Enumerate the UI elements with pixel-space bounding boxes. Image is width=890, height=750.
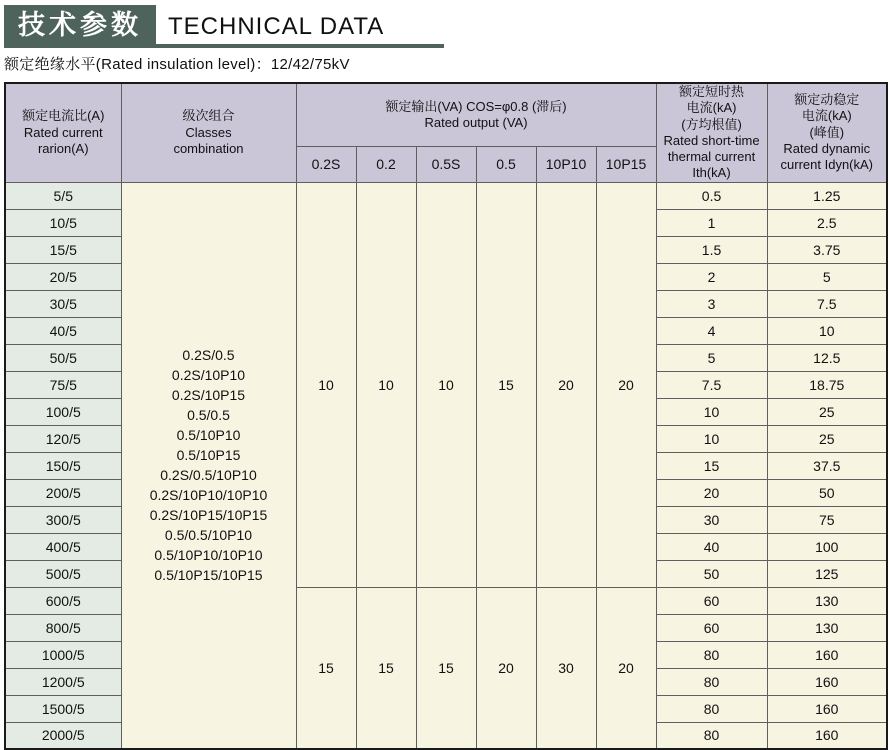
- idyn-cell: 3.75: [767, 236, 887, 263]
- classes-combination-line: 0.5/10P15: [176, 447, 241, 464]
- header-idyn: [767, 83, 887, 182]
- ith-cell: 80: [656, 641, 767, 668]
- classes-cell: [121, 182, 296, 749]
- header-line: 额定动稳定: [794, 92, 860, 108]
- idyn-cell: 18.75: [767, 371, 887, 398]
- classes-combination-line: 0.2S/0.5/10P10: [160, 467, 257, 484]
- ratio-cell: 800/5: [5, 614, 121, 641]
- ith-cell: 80: [656, 668, 767, 695]
- idyn-cell: 160: [767, 722, 887, 749]
- idyn-cell: 125: [767, 560, 887, 587]
- output-cell: 10: [356, 182, 416, 587]
- idyn-cell: 5: [767, 263, 887, 290]
- ratio-cell: 20/5: [5, 263, 121, 290]
- ratio-cell: 200/5: [5, 479, 121, 506]
- classes-combination-line: 0.5/10P10: [176, 427, 241, 444]
- idyn-cell: 160: [767, 668, 887, 695]
- ith-cell: 20: [656, 479, 767, 506]
- header-line: 级次组合: [182, 108, 235, 124]
- output-cell: 15: [476, 182, 536, 587]
- ratio-cell: 120/5: [5, 425, 121, 452]
- idyn-cell: 25: [767, 425, 887, 452]
- idyn-cell: 160: [767, 641, 887, 668]
- ith-cell: 15: [656, 452, 767, 479]
- ratio-cell: 400/5: [5, 533, 121, 560]
- table-row: [5, 182, 887, 209]
- idyn-cell: 7.5: [767, 290, 887, 317]
- ith-cell: 80: [656, 695, 767, 722]
- header-row-main: [5, 83, 887, 147]
- header-output-group: [296, 83, 656, 147]
- idyn-cell: 160: [767, 695, 887, 722]
- classes-combination-line: 0.2S/0.5: [182, 347, 235, 364]
- ith-cell: 50: [656, 560, 767, 587]
- ratio-cell: 500/5: [5, 560, 121, 587]
- header-output-col: 0.5: [476, 147, 536, 182]
- idyn-cell: 37.5: [767, 452, 887, 479]
- output-cell: 10: [296, 182, 356, 587]
- idyn-cell: 2.5: [767, 209, 887, 236]
- output-cell: 15: [356, 587, 416, 749]
- header-classes: [121, 83, 296, 182]
- header-line: Rated output (VA): [424, 115, 528, 131]
- header-line: Classes: [185, 124, 232, 140]
- ith-cell: 10: [656, 425, 767, 452]
- ratio-cell: 75/5: [5, 371, 121, 398]
- header-output-col: 0.5S: [416, 147, 476, 182]
- page-title-box: [4, 5, 156, 44]
- output-cell: 30: [536, 587, 596, 749]
- ratio-cell: 40/5: [5, 317, 121, 344]
- output-cell: 15: [296, 587, 356, 749]
- header-line: current Idyn(kA): [780, 157, 874, 173]
- header-ratio: [5, 83, 121, 182]
- page-header: [4, 5, 444, 48]
- header-line: Rated current: [23, 124, 103, 140]
- ratio-cell: 10/5: [5, 209, 121, 236]
- ratio-cell: 50/5: [5, 344, 121, 371]
- ith-cell: 2: [656, 263, 767, 290]
- classes-combination-line: 0.5/0.5/10P10: [164, 527, 253, 544]
- header-line: (峰值): [809, 124, 845, 140]
- header-output-col: 10P15: [596, 147, 656, 182]
- classes-combination-line: 0.2S/10P10: [171, 367, 246, 384]
- ratio-cell: 100/5: [5, 398, 121, 425]
- classes-combination-line: 0.2S/10P15: [171, 387, 246, 404]
- classes-combination-line: 0.2S/10P15/10P15: [149, 507, 268, 524]
- ith-cell: 60: [656, 587, 767, 614]
- output-cell: 20: [476, 587, 536, 749]
- ith-cell: 1: [656, 209, 767, 236]
- header-line: combination: [173, 140, 244, 156]
- header-line: 电流(kA): [801, 108, 852, 124]
- idyn-cell: 75: [767, 506, 887, 533]
- header-line: thermal current: [667, 149, 756, 164]
- ith-cell: 40: [656, 533, 767, 560]
- output-cell: 10: [416, 182, 476, 587]
- ratio-cell: 600/5: [5, 587, 121, 614]
- header-output-col: 10P10: [536, 147, 596, 182]
- idyn-cell: 130: [767, 614, 887, 641]
- classes-combination-line: 0.5/10P15/10P15: [154, 567, 263, 584]
- ith-cell: 0.5: [656, 182, 767, 209]
- ith-cell: 5: [656, 344, 767, 371]
- idyn-cell: 50: [767, 479, 887, 506]
- header-line: 额定输出(VA) COS=φ0.8 (滞后): [385, 98, 567, 114]
- header-ith: [656, 83, 767, 182]
- idyn-cell: 25: [767, 398, 887, 425]
- ratio-cell: 300/5: [5, 506, 121, 533]
- output-cell: 20: [596, 182, 656, 587]
- idyn-cell: 12.5: [767, 344, 887, 371]
- idyn-cell: 10: [767, 317, 887, 344]
- rated-insulation-level-line: 额定绝缘水平(Rated insulation level)：12/42/75kV: [4, 56, 350, 73]
- ith-cell: 10: [656, 398, 767, 425]
- header-line: 额定短时热: [679, 84, 745, 99]
- ith-cell: 7.5: [656, 371, 767, 398]
- ratio-cell: 1200/5: [5, 668, 121, 695]
- ith-cell: 4: [656, 317, 767, 344]
- header-line: Rated short-time: [663, 132, 760, 148]
- ratio-cell: 1500/5: [5, 695, 121, 722]
- ith-cell: 60: [656, 614, 767, 641]
- ratio-cell: 2000/5: [5, 722, 121, 749]
- header-line: Rated dynamic: [783, 140, 871, 156]
- ratio-cell: 5/5: [5, 182, 121, 209]
- classes-combination-line: 0.5/10P10/10P10: [154, 547, 263, 564]
- ith-cell: 80: [656, 722, 767, 749]
- ratio-cell: 150/5: [5, 452, 121, 479]
- classes-combination-line: 0.2S/10P10/10P10: [149, 487, 268, 504]
- page-title-cn: 技术参数: [18, 10, 142, 40]
- ith-cell: 30: [656, 506, 767, 533]
- header-line: 电流(kA): [686, 100, 737, 116]
- idyn-cell: 130: [767, 587, 887, 614]
- ratio-cell: 1000/5: [5, 641, 121, 668]
- idyn-cell: 1.25: [767, 182, 887, 209]
- header-line: 额定电流比(A): [22, 108, 105, 124]
- output-cell: 15: [416, 587, 476, 749]
- technical-table: [4, 82, 888, 750]
- header-output-col: 0.2: [356, 147, 416, 182]
- header-line: (方均根值): [681, 116, 742, 132]
- idyn-cell: 100: [767, 533, 887, 560]
- classes-combination-line: 0.5/0.5: [187, 407, 230, 424]
- ratio-cell: 15/5: [5, 236, 121, 263]
- ith-cell: 1.5: [656, 236, 767, 263]
- output-cell: 20: [536, 182, 596, 587]
- ith-cell: 3: [656, 290, 767, 317]
- header-line: Ith(kA): [692, 165, 731, 181]
- table-body: [5, 182, 887, 749]
- page-title-en: TECHNICAL DATA: [168, 13, 385, 41]
- output-cell: 20: [596, 587, 656, 749]
- header-output-col: 0.2S: [296, 147, 356, 182]
- ratio-cell: 30/5: [5, 290, 121, 317]
- header-line: rarion(A): [37, 140, 89, 156]
- table-head: [5, 83, 887, 182]
